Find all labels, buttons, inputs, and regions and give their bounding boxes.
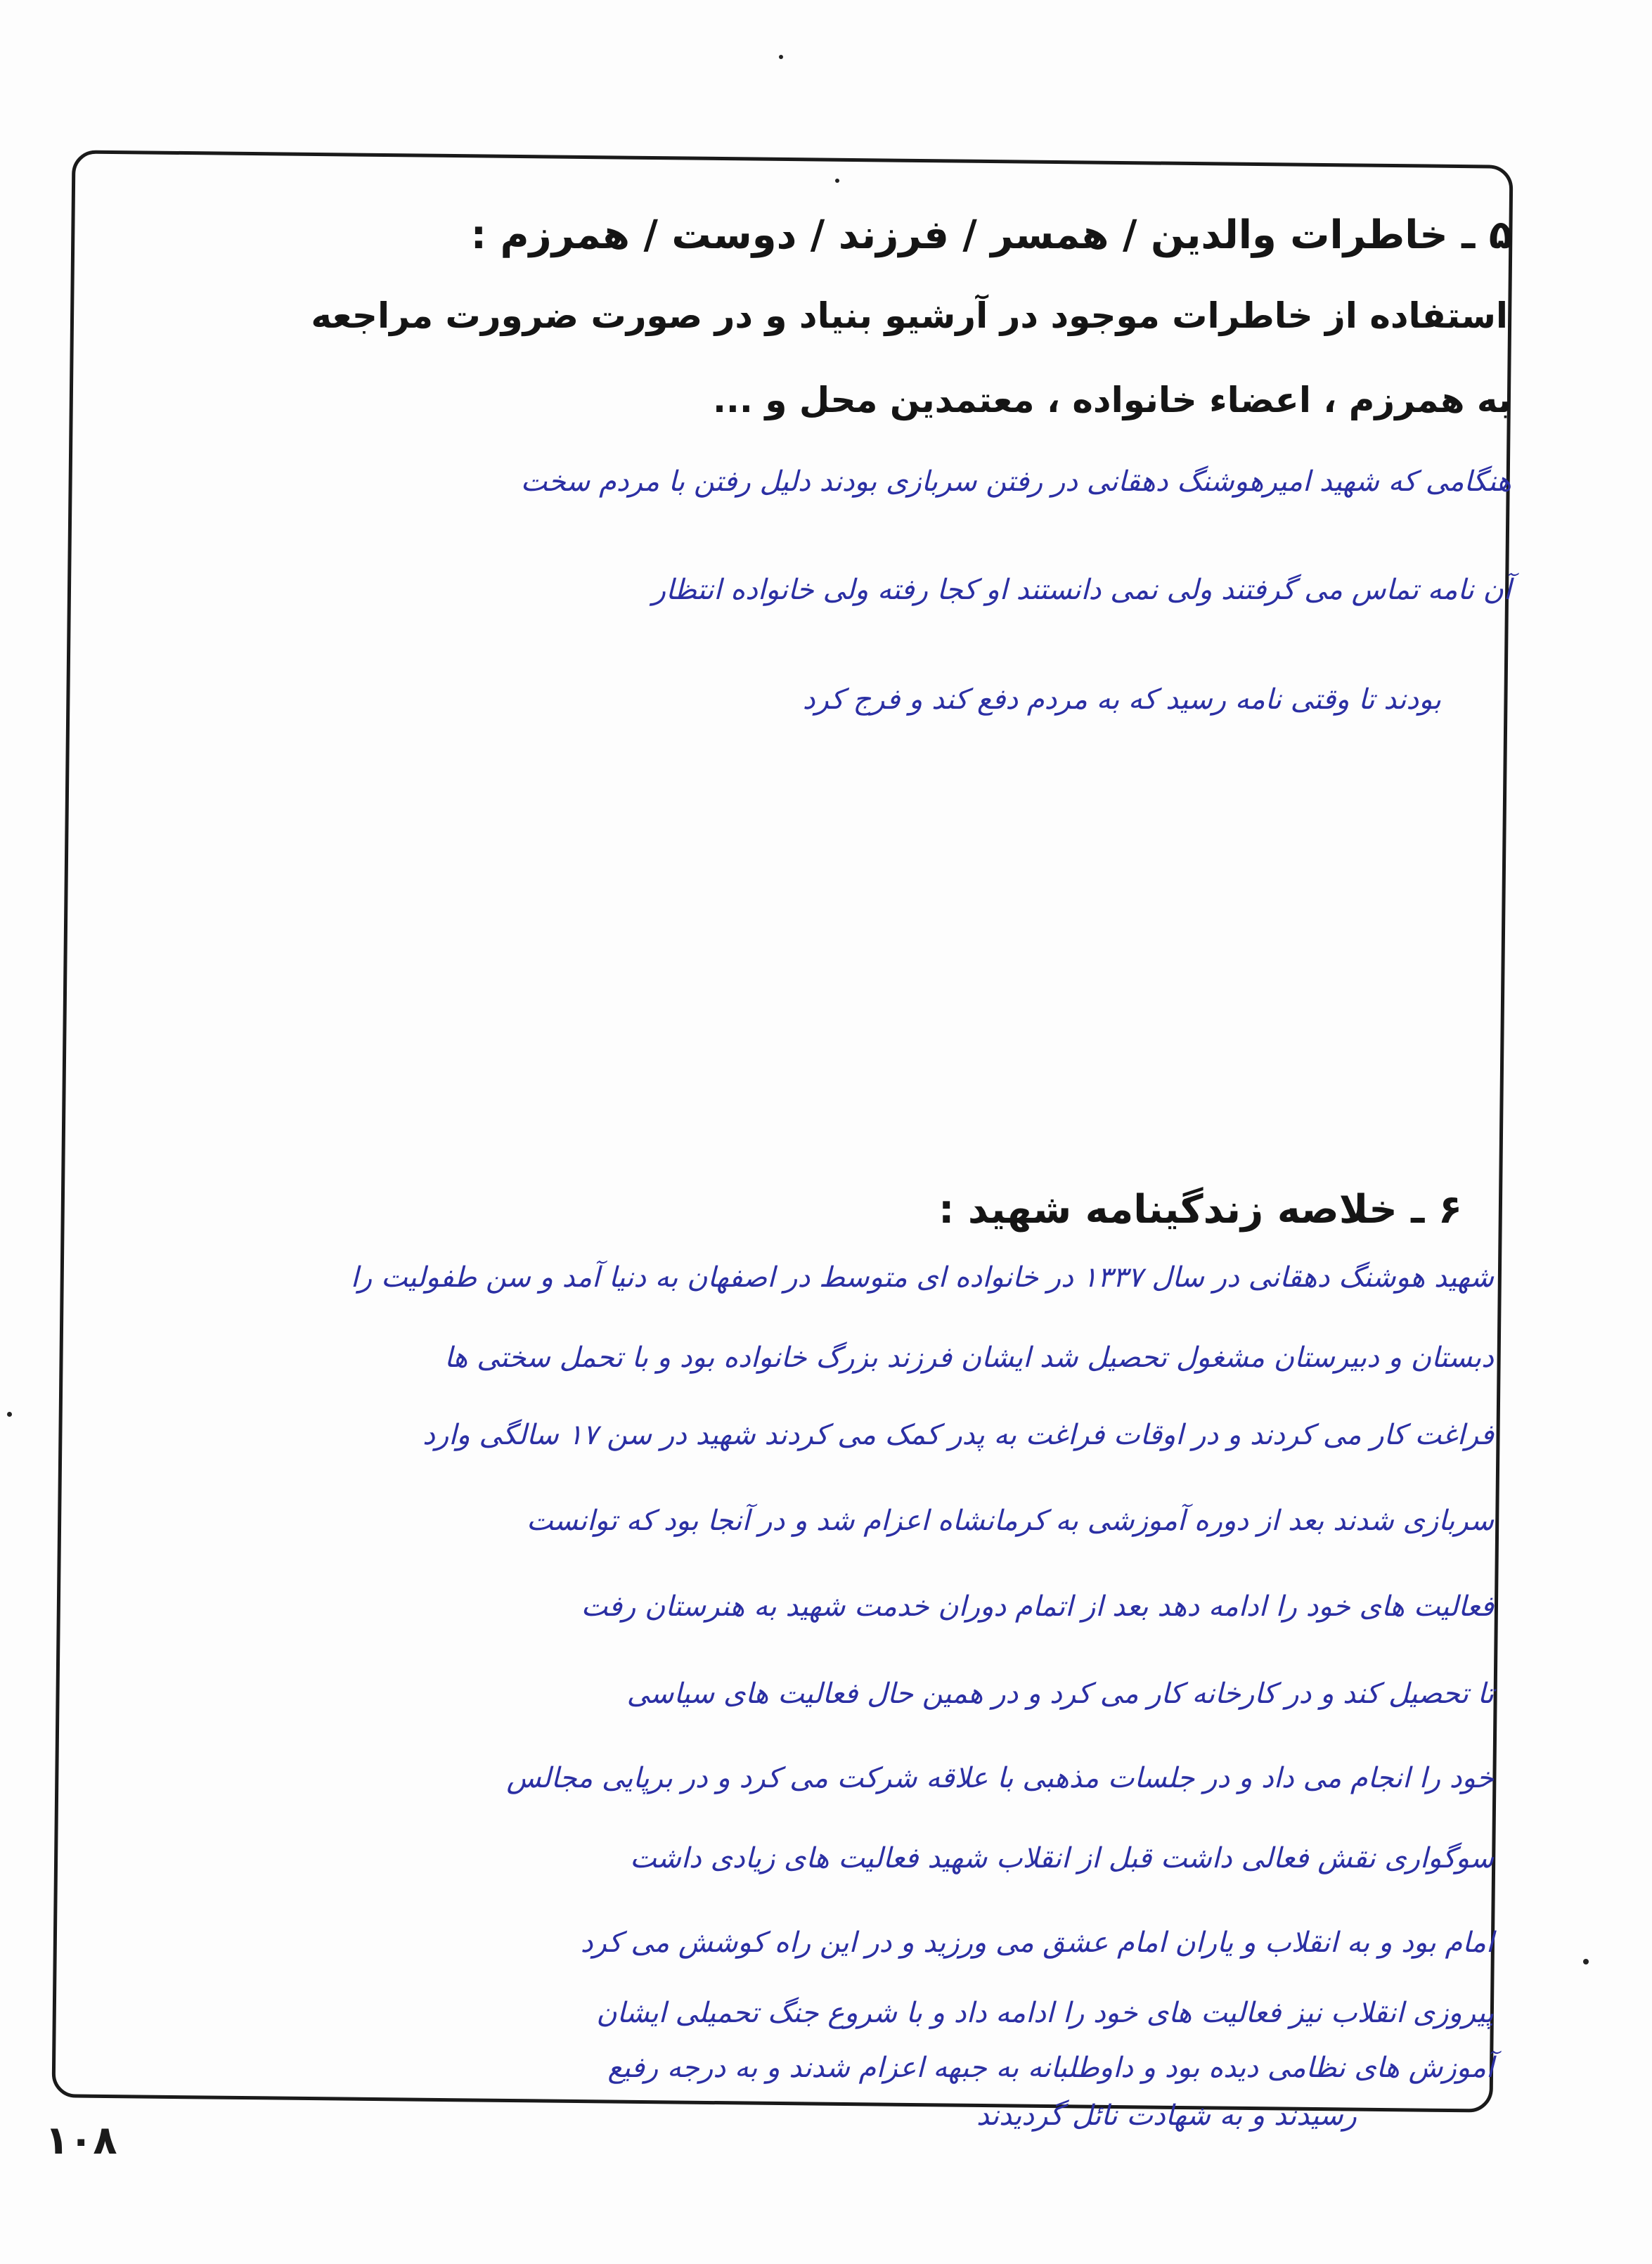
biography-line: پیروزی انقلاب نیز فعالیت های خود را ادامه داد و با شروع جنگ تحمیلی ایشان xyxy=(596,1997,1494,2029)
memoir-line: بودند تا وقتی نامه رسید که به مردم دفع کند و فرج کرد xyxy=(802,683,1441,716)
memoir-line: آن نامه تماس می گرفتند ولی نمی دانستند او کجا رفته ولی خانواده انتظار xyxy=(652,574,1511,606)
biography-line: خود را انجام می داد و در جلسات مذهبی با علاقه شرکت می کرد و در برپایی مجالس xyxy=(506,1762,1494,1794)
section-5-heading: ۵ ـ خاطرات والدین / همسر / فرزند / دوست / همرزم : xyxy=(470,212,1513,258)
page-number: ۱۰۸ xyxy=(45,2118,117,2163)
section-5-instruction-line-2: به همرزم ، اعضاء خانواده ، معتمدین محل و ... xyxy=(712,380,1511,420)
biography-line: سربازی شدند بعد از دوره آموزشی به کرمانشاه اعزام شد و در آنجا بود که توانست xyxy=(526,1505,1494,1537)
biography-line: شهید هوشنگ دهقانی در سال ۱۳۳۷ در خانواده ای متوسط در اصفهان به دنیا آمد و سن طفولیت را xyxy=(350,1261,1494,1294)
memoir-line: هنگامی که شهید امیرهوشنگ دهقانی در رفتن سربازی بودند دلیل رفتن با مردم سخت xyxy=(520,465,1511,498)
biography-line: سوگواری نقش فعالی داشت قبل از انقلاب شهید فعالیت های زیادی داشت xyxy=(630,1842,1494,1874)
biography-line: رسیدند و به شهادت نائل گردیدند xyxy=(976,2099,1357,2132)
biography-line: فعالیت های خود را ادامه دهد بعد از اتمام دوران خدمت شهید به هنرستان رفت xyxy=(581,1590,1494,1623)
biography-line: امام بود و به انقلاب و یاران امام عشق می ورزید و در این راه کوشش می کرد xyxy=(580,1927,1494,1959)
biography-line: فراغت کار می کردند و در اوقات فراغت به پدر کمک می کردند شهید در سن ۱۷ سالگی وارد xyxy=(422,1419,1494,1451)
biography-line: آموزش های نظامی دیده بود و داوطلبانه به جبهه اعزام شدند و به درجه رفیع xyxy=(607,2052,1494,2084)
biography-line: دبستان و دبیرستان مشغول تحصیل شد ایشان فرزند بزرگ خانواده بود و با تحمل سختی ها xyxy=(444,1342,1494,1374)
biography-line: تا تحصیل کند و در کارخانه کار می کرد و در همین حال فعالیت های سیاسی xyxy=(626,1678,1494,1710)
scan-speck xyxy=(779,55,783,59)
section-6-heading: ۶ ـ خلاصه زندگینامه شهید : xyxy=(938,1187,1462,1233)
section-5-instruction-line-1: استفاده از خاطرات موجود در آرشیو بنیاد و در صورت ضرورت مراجعه xyxy=(311,295,1508,336)
scan-speck xyxy=(1583,1959,1589,1964)
content-frame xyxy=(52,150,1514,2112)
scan-speck xyxy=(7,1412,12,1417)
